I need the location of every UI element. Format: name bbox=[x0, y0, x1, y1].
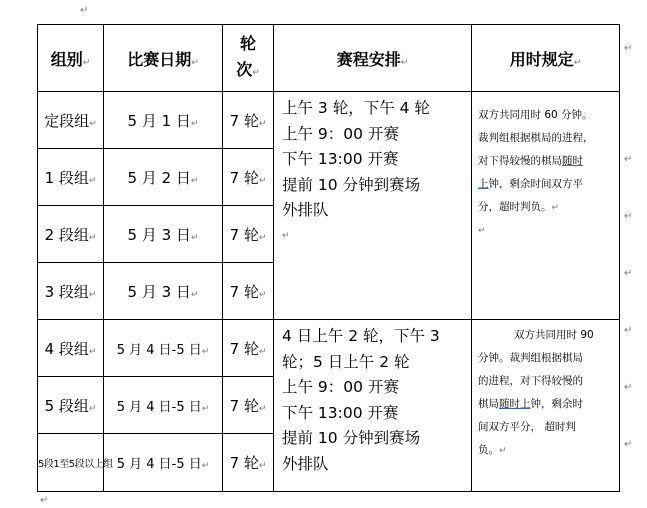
schedule-cell-a: 上午 3 轮，下午 4 轮 上午 9：00 开赛 下午 13:00 开赛 提前 10 分钟到赛场 外排队 ↵ bbox=[274, 92, 472, 320]
time-rule-cell-a: 双方共同用时 60 分钟。 裁判组根据棋局的进程， 对下得较慢的棋局随时 上钟，剩余时间双方平 分，超时判负。↵ ↵ bbox=[472, 92, 620, 320]
rounds-cell: 7 轮↵ bbox=[223, 206, 274, 263]
date-cell: 5 月 2 日↵ bbox=[104, 149, 223, 206]
time-rule-cell-b: 双方共同用时 90 分钟。裁判组根据棋局 的进程，对下得较慢的 棋局随时上钟，剩余时 间双方平分， 超时判 负。↵ bbox=[472, 320, 620, 492]
paragraph-mark-right-3: ↵ bbox=[624, 211, 633, 222]
paragraph-mark-right-2: ↵ bbox=[624, 154, 633, 165]
rounds-cell: 7 轮↵ bbox=[223, 92, 274, 149]
group-cell: 3 段组↵ bbox=[38, 263, 104, 320]
group-cell: 5段1至5段以上组 bbox=[38, 434, 104, 492]
date-cell: 5 月 3 日↵ bbox=[104, 263, 223, 320]
rounds-cell: 7 轮↵ bbox=[223, 320, 274, 377]
rounds-cell: 7 轮↵ bbox=[223, 434, 274, 492]
date-cell: 5 月 1 日↵ bbox=[104, 92, 223, 149]
competition-schedule-table bbox=[37, 24, 620, 492]
schedule-cell-b: 4 日上午 2 轮，下午 3 轮；5 日上午 2 轮 上午 9：00 开赛 下午 13:00 开赛 提前 10 分钟到赛场 外排队 bbox=[274, 320, 472, 492]
header-date: 比赛日期↵ bbox=[104, 25, 223, 92]
paragraph-mark-right-6: ↵ bbox=[624, 382, 633, 393]
table-row bbox=[38, 320, 620, 377]
group-cell: 定段组↵ bbox=[38, 92, 104, 149]
date-cell: 5 月 3 日↵ bbox=[104, 206, 223, 263]
rounds-cell: 7 轮↵ bbox=[223, 149, 274, 206]
paragraph-mark-bottom: ↵ bbox=[40, 495, 49, 506]
paragraph-mark-right-5: ↵ bbox=[624, 325, 633, 336]
paragraph-mark-right-1: ↵ bbox=[624, 43, 633, 54]
group-cell: 2 段组↵ bbox=[38, 206, 104, 263]
header-row bbox=[38, 25, 620, 92]
date-cell: 5 月 4 日-5 日↵ bbox=[104, 434, 223, 492]
group-cell: 1 段组↵ bbox=[38, 149, 104, 206]
date-cell: 5 月 4 日-5 日↵ bbox=[104, 377, 223, 434]
header-time-rule: 用时规定↵ bbox=[472, 25, 620, 92]
date-cell: 5 月 4 日-5 日↵ bbox=[104, 320, 223, 377]
header-group: 组别↵ bbox=[38, 25, 104, 92]
header-rounds: 轮 次↵ bbox=[223, 25, 274, 92]
header-schedule: 赛程安排↵ bbox=[274, 25, 472, 92]
paragraph-mark-right-7: ↵ bbox=[624, 439, 633, 450]
rounds-cell: 7 轮↵ bbox=[223, 377, 274, 434]
rounds-cell: 7 轮↵ bbox=[223, 263, 274, 320]
paragraph-mark-right-4: ↵ bbox=[624, 268, 633, 279]
table-row bbox=[38, 92, 620, 149]
group-cell: 5 段组↵ bbox=[38, 377, 104, 434]
group-cell: 4 段组↵ bbox=[38, 320, 104, 377]
paragraph-mark-top: ↵ bbox=[80, 5, 89, 16]
